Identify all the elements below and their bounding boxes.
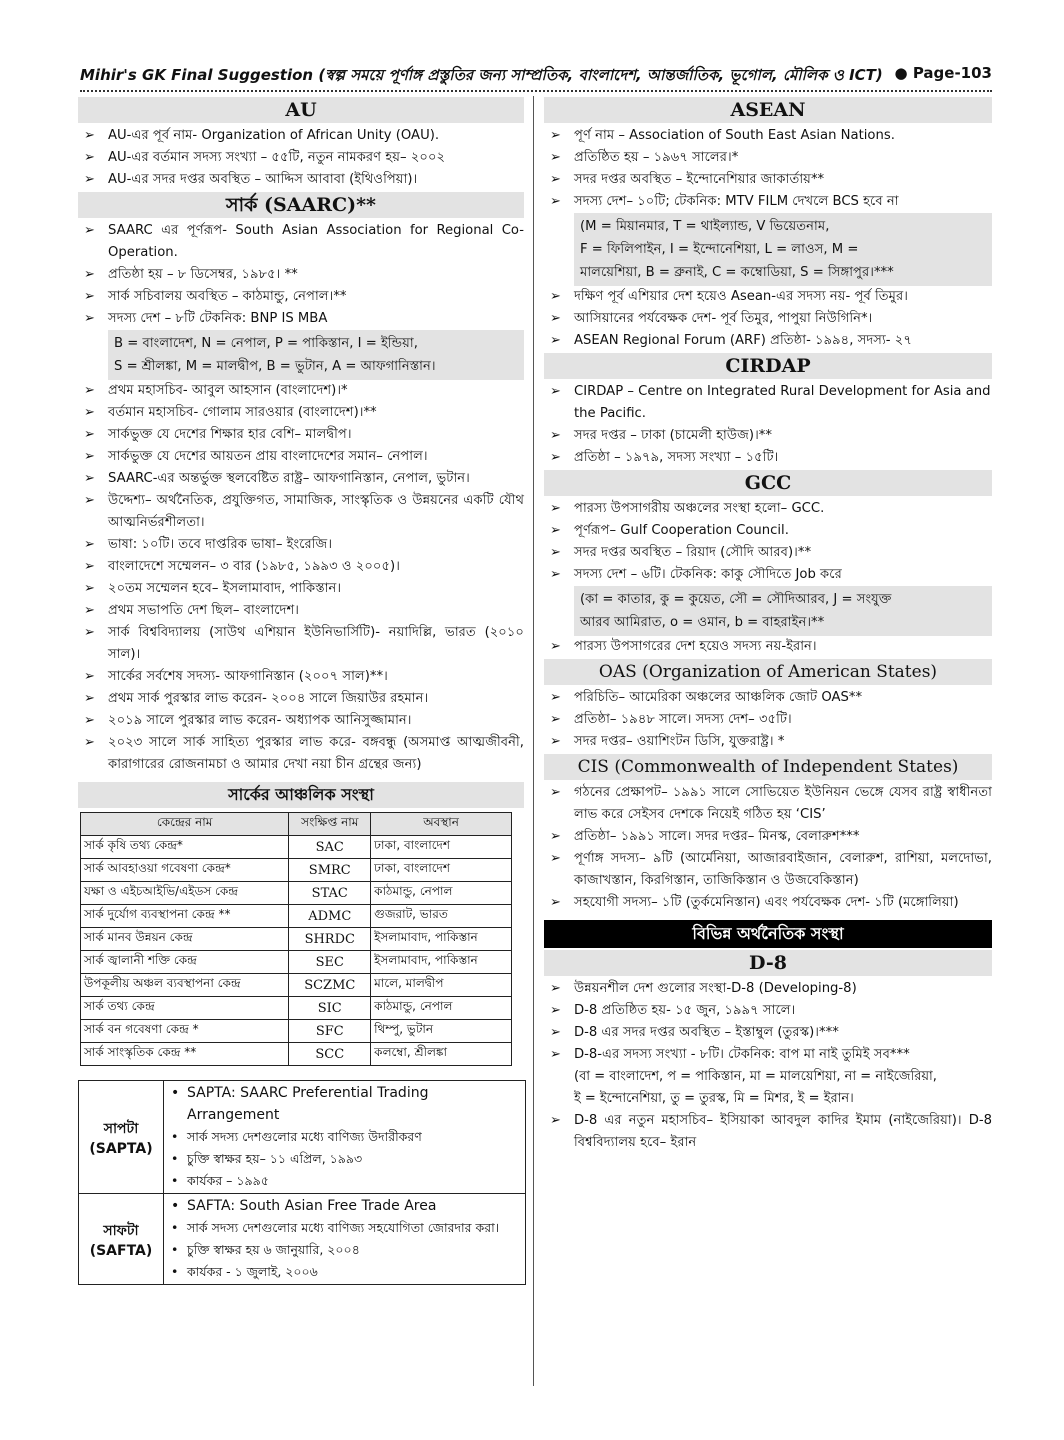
page-header bbox=[80, 64, 992, 92]
saarc-technique bbox=[108, 330, 524, 380]
label-line: (SAFTA) bbox=[89, 1243, 153, 1259]
label-line: সাফটা bbox=[103, 1223, 139, 1239]
technique-line: S = শ্রীলঙ্কা, M = মালদ্বীপ, B = ভুটান, A = আফগানিস্তান। bbox=[114, 359, 436, 374]
economic-heading: বিভিন্ন অর্থনৈতিক সংস্থা bbox=[544, 920, 992, 948]
cell: SEC bbox=[289, 951, 371, 974]
cis-list bbox=[544, 782, 992, 914]
list-item: ➢ বাংলাদেশে সম্মেলন– ৩ বার (১৯৮৫, ১৯৯৩ ও ২০০৫)। bbox=[78, 556, 524, 578]
table-row bbox=[81, 882, 512, 905]
gcc-list-b bbox=[544, 636, 992, 658]
cell: SMRC bbox=[289, 859, 371, 882]
table-row bbox=[81, 905, 512, 928]
cell: সার্ক আবহাওয়া গবেষণা কেন্দ্র* bbox=[81, 859, 289, 882]
list-item: ➢ ২০২৩ সালে সার্ক সাহিত্য পুরস্কার লাভ করে- বঙ্গবন্ধু (অসমাপ্ত আত্মজীবনী, কারাগারের রোজনামচা ও আমার দেখা নয়া চীন গ্রন্থের জন্য) bbox=[78, 732, 524, 776]
list-item: ➢ পূর্ণরূপ– Gulf Cooperation Council. bbox=[544, 520, 992, 542]
list-item: ➢ প্রথম সভাপতি দেশ ছিল– বাংলাদেশ। bbox=[78, 600, 524, 622]
list-item: ➢ উদ্দেশ্য– অর্থনৈতিক, প্রযুক্তিগত, সামাজিক, সাংস্কৃতিক ও উন্নয়নের একটি যৌথ আত্মনির্ভরশীলতা। bbox=[78, 490, 524, 534]
d8-technique bbox=[574, 1066, 992, 1110]
cell: মালে, মালদ্বীপ bbox=[371, 974, 512, 997]
regional-heading: সার্কের আঞ্চলিক সংস্থা bbox=[78, 782, 524, 808]
d8-heading: D-8 bbox=[544, 950, 992, 976]
sapta-row bbox=[79, 1081, 526, 1194]
list-item: ➢ সদর দপ্তর অবস্থিত – রিয়াদ (সৌদি আরব)।** bbox=[544, 542, 992, 564]
list-item: ➢ সদস্য দেশ – ৮টি টেকনিক: BNP IS MBA bbox=[78, 308, 524, 330]
cell: যক্ষা ও এইচআইভি/এইডস কেন্দ্র bbox=[81, 882, 289, 905]
list-item: ➢ সদর দপ্তর – ঢাকা (চামেলী হাউজ)।** bbox=[544, 425, 992, 447]
cell: ইসলামাবাদ, পাকিস্তান bbox=[371, 951, 512, 974]
cell: উপকূলীয় অঞ্চল ব্যবস্থাপনা কেন্দ্র bbox=[81, 974, 289, 997]
column-divider bbox=[533, 96, 534, 1386]
gcc-list-a bbox=[544, 498, 992, 586]
table-row bbox=[81, 951, 512, 974]
list-item: ➢ সার্কভুক্ত যে দেশের শিক্ষার হার বেশি– মালদ্বীপ। bbox=[78, 424, 524, 446]
technique-line: B = বাংলাদেশ, N = নেপাল, P = পাকিস্তান, I = ইন্ডিয়া, bbox=[114, 336, 418, 351]
list-item: ➢ সদস্য দেশ– ১০টি; টেকনিক: MTV FILM দেখলে BCS হবে না bbox=[544, 191, 992, 213]
label-line: সাপটা bbox=[103, 1121, 139, 1137]
list-item: ➢ আসিয়ানের পর্যবেক্ষক দেশ- পূর্ব তিমুর, পাপুয়া নিউগিনি*। bbox=[544, 308, 992, 330]
cell: সার্ক মানব উন্নয়ন কেন্দ্র bbox=[81, 928, 289, 951]
list-item: ➢ প্রতিষ্ঠা হয় – ৮ ডিসেম্বর, ১৯৮৫। ** bbox=[78, 264, 524, 286]
list-item: ➢ ভাষা: ১০টি। তবে দাপ্তরিক ভাষা– ইংরেজি। bbox=[78, 534, 524, 556]
cell: SCC bbox=[289, 1043, 371, 1066]
list-item: ➢ AU-এর বর্তমান সদস্য সংখ্যা – ৫৫টি, নতুন নামকরণ হয়– ২০০২ bbox=[78, 147, 524, 169]
au-heading: AU bbox=[78, 97, 524, 123]
cell: সার্ক সাংস্কৃতিক কেন্দ্র ** bbox=[81, 1043, 289, 1066]
cell: STAC bbox=[289, 882, 371, 905]
list-item: ➢ সদস্য দেশ – ৬টি। টেকনিক: কাকু সৌদিতে Job করে bbox=[544, 564, 992, 586]
cell: SHRDC bbox=[289, 928, 371, 951]
list-item: ➢ AU-এর সদর দপ্তর অবস্থিত – আদ্দিস আবাবা (ইথিওপিয়া)। bbox=[78, 169, 524, 191]
asean-list-a bbox=[544, 125, 992, 213]
list-item: • সার্ক সদস্য দেশগুলোর মধ্যে বাণিজ্য উদারীকরণ bbox=[165, 1126, 524, 1148]
list-item: ➢ SAARC-এর অন্তর্ভুক্ত স্থলবেষ্টিত রাষ্ট্র– আফগানিস্তান, নেপাল, ভুটান। bbox=[78, 468, 524, 490]
saarc-list-b bbox=[78, 380, 524, 776]
list-item: • কার্যকর - ১ জুলাই, ২০০৬ bbox=[165, 1261, 524, 1283]
saarc-heading: সার্ক (SAARC)** bbox=[78, 192, 524, 218]
table-row bbox=[81, 1020, 512, 1043]
list-item: ➢ প্রথম সার্ক পুরস্কার লাভ করেন- ২০০৪ সালে জিয়াউর রহমান। bbox=[78, 688, 524, 710]
cell: কাঠমান্ডু, নেপাল bbox=[371, 997, 512, 1020]
cirdap-list bbox=[544, 381, 992, 469]
right-column bbox=[544, 96, 992, 1154]
gcc-heading: GCC bbox=[544, 470, 992, 496]
list-item: • SAFTA: South Asian Free Trade Area bbox=[165, 1195, 524, 1217]
technique-line: (M = মিয়ানমার, T = থাইল্যান্ড, V ভিয়েতনাম, bbox=[580, 219, 830, 234]
cell: ঢাকা, বাংলাদেশ bbox=[371, 836, 512, 859]
list-item: ➢ প্রতিষ্ঠিত হয় – ১৯৬৭ সালের।* bbox=[544, 147, 992, 169]
cell: ঢাকা, বাংলাদেশ bbox=[371, 859, 512, 882]
cell: কাঠমান্ডু, নেপাল bbox=[371, 882, 512, 905]
cell: SFC bbox=[289, 1020, 371, 1043]
cell: সার্ক তথ্য কেন্দ্র bbox=[81, 997, 289, 1020]
list-item: • কার্যকর – ১৯৯৫ bbox=[165, 1170, 524, 1192]
oas-heading: OAS (Organization of American States) bbox=[544, 659, 992, 685]
safta-label bbox=[79, 1194, 164, 1285]
cell: গুজরাট, ভারত bbox=[371, 905, 512, 928]
sapta-label bbox=[79, 1081, 164, 1194]
sapta-items bbox=[164, 1081, 526, 1194]
table-row bbox=[81, 928, 512, 951]
cis-heading: CIS (Commonwealth of Independent States) bbox=[544, 754, 992, 780]
technique-line: মালয়েশিয়া, B = ব্রুনাই, C = কম্বোডিয়া, S = সিঙ্গাপুর।*** bbox=[580, 265, 894, 280]
list-item: ➢ সদর দপ্তর– ওয়াশিংটন ডিসি, যুক্তরাষ্ট্র। * bbox=[544, 731, 992, 753]
asean-list-b bbox=[544, 286, 992, 352]
list-item: ➢ CIRDAP – Centre on Integrated Rural Development for Asia and the Pacific. bbox=[544, 381, 992, 425]
table-row bbox=[81, 997, 512, 1020]
header-title: Mihir's GK Final Suggestion (স্বল্প সময়ে পূর্ণাঙ্গ প্রস্তুতির জন্য সাম্প্রতিক, বাংলাদেশ, আন্তর্জাতিক, ভূগোল, মৌলিক ও ICT) bbox=[80, 66, 883, 84]
table-header-row bbox=[81, 813, 512, 836]
list-item: • চুক্তি স্বাক্ষর হয়– ১১ এপ্রিল, ১৯৯৩ bbox=[165, 1148, 524, 1170]
d8-list-b bbox=[544, 1110, 992, 1154]
list-item: ➢ প্রতিষ্ঠা– ১৯৪৮ সালে। সদস্য দেশ– ৩৫টি। bbox=[544, 709, 992, 731]
col-header: অবস্থান bbox=[371, 813, 512, 836]
list-item: ➢ D-8 এর সদর দপ্তর অবস্থিত – ইস্তাম্বুল (তুরস্ক)।*** bbox=[544, 1022, 992, 1044]
list-item: ➢ প্রতিষ্ঠা – ১৯৭৯, সদস্য সংখ্যা – ১৫টি। bbox=[544, 447, 992, 469]
list-item: ➢ পূর্ণ নাম – Association of South East Asian Nations. bbox=[544, 125, 992, 147]
list-item: ➢ ২০তম সম্মেলন হবে– ইসলামাবাদ, পাকিস্তান। bbox=[78, 578, 524, 600]
technique-line: ই = ইন্দোনেশিয়া, তু = তুরস্ক, মি = মিশর, ই = ইরান। bbox=[574, 1091, 854, 1106]
asean-technique bbox=[574, 213, 992, 286]
cell: ADMC bbox=[289, 905, 371, 928]
cell: থিম্পু, ভুটান bbox=[371, 1020, 512, 1043]
cell: সার্ক বন গবেষণা কেন্দ্র * bbox=[81, 1020, 289, 1043]
d8-list-a bbox=[544, 978, 992, 1066]
saarc-list-a bbox=[78, 220, 524, 330]
table-row bbox=[81, 836, 512, 859]
list-item: ➢ D-8 প্রতিষ্ঠিত হয়- ১৫ জুন, ১৯৯৭ সালে। bbox=[544, 1000, 992, 1022]
table-row bbox=[81, 1043, 512, 1066]
cell: ইসলামাবাদ, পাকিস্তান bbox=[371, 928, 512, 951]
label-line: (SAPTA) bbox=[89, 1141, 153, 1157]
technique-line: আরব আমিরাত, o = ওমান, b = বাহরাইন।** bbox=[580, 615, 825, 630]
list-item: ➢ গঠনের প্রেক্ষাপট– ১৯৯১ সালে সোভিয়েত ইউনিয়ন ভেঙ্গে যেসব রাষ্ট্র স্বাধীনতা লাভ করে সেইসব দেশকে নিয়েই গঠিত হয় ‘CIS’ bbox=[544, 782, 992, 826]
au-list bbox=[78, 125, 524, 191]
list-item: ➢ সার্কভুক্ত যে দেশের আয়তন প্রায় বাংলাদেশের সমান– নেপাল। bbox=[78, 446, 524, 468]
list-item: ➢ ২০১৯ সালে পুরস্কার লাভ করেন- অধ্যাপক আনিসুজ্জামান। bbox=[78, 710, 524, 732]
safta-items bbox=[164, 1194, 526, 1285]
cirdap-heading: CIRDAP bbox=[544, 353, 992, 379]
list-item: ➢ প্রথম মহাসচিব- আবুল আহসান (বাংলাদেশ)।* bbox=[78, 380, 524, 402]
safta-row bbox=[79, 1194, 526, 1285]
oas-list bbox=[544, 687, 992, 753]
col-header: সংক্ষিপ্ত নাম bbox=[289, 813, 371, 836]
table-row bbox=[81, 974, 512, 997]
gcc-technique bbox=[574, 586, 992, 636]
technique-line: (কা = কাতার, কু = কুয়েত, সৌ = সৌদিআরব, J = সংযুক্ত bbox=[580, 592, 892, 607]
list-item: ➢ সহযোগী সদস্য– ১টি (তুর্কমেনিস্তান) এবং পর্যবেক্ষক দেশ- ১টি (মঙ্গোলিয়া) bbox=[544, 892, 992, 914]
list-item: ➢ পূর্ণাঙ্গ সদস্য– ৯টি (আর্মেনিয়া, আজারবাইজান, বেলারুশ, রাশিয়া, মলদোভা, কাজাখস্তান, কিরগিস্তান, তাজিকিস্তান ও উজবেকিস্তান) bbox=[544, 848, 992, 892]
list-item: ➢ দক্ষিণ পূর্ব এশিয়ার দেশ হয়েও Asean-এর সদস্য নয়- পূর্ব তিমুর। bbox=[544, 286, 992, 308]
cell: সার্ক দুর্যোগ ব্যবস্থাপনা কেন্দ্র ** bbox=[81, 905, 289, 928]
asean-heading: ASEAN bbox=[544, 97, 992, 123]
list-item: ➢ SAARC এর পূর্ণরূপ- South Asian Association for Regional Co-Operation. bbox=[78, 220, 524, 264]
list-item: ➢ সদর দপ্তর অবস্থিত – ইন্দোনেশিয়ার জাকার্তায়** bbox=[544, 169, 992, 191]
list-item: ➢ ASEAN Regional Forum (ARF) প্রতিষ্ঠা- ১৯৯৪, সদস্য- ২৭ bbox=[544, 330, 992, 352]
list-item: ➢ সার্ক বিশ্ববিদ্যালয় (সাউথ এশিয়ান ইউনিভার্সিটি)- নয়াদিল্লি, ভারত (২০১০ সাল)। bbox=[78, 622, 524, 666]
cell: SIC bbox=[289, 997, 371, 1020]
sapta-safta-table bbox=[78, 1080, 526, 1285]
technique-line: (বা = বাংলাদেশ, প = পাকিস্তান, মা = মালয়েশিয়া, না = নাইজেরিয়া, bbox=[574, 1069, 937, 1084]
table-row bbox=[81, 859, 512, 882]
list-item: ➢ পারস্য উপসাগরের দেশ হয়েও সদস্য নয়-ইরান। bbox=[544, 636, 992, 658]
cell: সার্ক জ্বালানী শক্তি কেন্দ্র bbox=[81, 951, 289, 974]
list-item: ➢ পরিচিতি– আমেরিকা অঞ্চলের আঞ্চলিক জোট OAS** bbox=[544, 687, 992, 709]
col-header: কেন্দ্রের নাম bbox=[81, 813, 289, 836]
cell: SCZMC bbox=[289, 974, 371, 997]
list-item: • চুক্তি স্বাক্ষর হয় ৬ জানুয়ারি, ২০০৪ bbox=[165, 1239, 524, 1261]
cell: SAC bbox=[289, 836, 371, 859]
list-item: • SAPTA: SAARC Preferential Trading Arrangement bbox=[165, 1082, 524, 1126]
page-number: ● Page-103 bbox=[894, 64, 992, 82]
list-item: ➢ প্রতিষ্ঠা– ১৯৯১ সালে। সদর দপ্তর– মিনস্ক, বেলারুশ*** bbox=[544, 826, 992, 848]
list-item: ➢ পারস্য উপসাগরীয় অঞ্চলের সংস্থা হলো– GCC. bbox=[544, 498, 992, 520]
regional-table bbox=[80, 812, 512, 1066]
list-item: ➢ বর্তমান মহাসচিব- গোলাম সারওয়ার (বাংলাদেশ)।** bbox=[78, 402, 524, 424]
left-column bbox=[78, 96, 524, 1285]
list-item: ➢ সার্কের সর্বশেষ সদস্য- আফগানিস্তান (২০০৭ সাল)**। bbox=[78, 666, 524, 688]
list-item: ➢ সার্ক সচিবালয় অবস্থিত – কাঠমান্ডু, নেপাল।** bbox=[78, 286, 524, 308]
technique-line: F = ফিলিপাইন, I = ইন্দোনেশিয়া, L = লাওস, M = bbox=[580, 242, 859, 257]
cell: সার্ক কৃষি তথ্য কেন্দ্র* bbox=[81, 836, 289, 859]
list-item: ➢ AU-এর পূর্ব নাম- Organization of African Unity (OAU). bbox=[78, 125, 524, 147]
list-item: ➢ D-8-এর সদস্য সংখ্যা - ৮টি। টেকনিক: বাপ মা নাই তুমিই সব*** bbox=[544, 1044, 992, 1066]
list-item: • সার্ক সদস্য দেশগুলোর মধ্যে বাণিজ্য সহযোগিতা জোরদার করা। bbox=[165, 1217, 524, 1239]
cell: কলম্বো, শ্রীলঙ্কা bbox=[371, 1043, 512, 1066]
list-item: ➢ D-8 এর নতুন মহাসচিব– ইসিয়াকা আবদুল কাদির ইমাম (নাইজেরিয়া)। D-8 বিশ্ববিদ্যালয় হবে– ইরান bbox=[544, 1110, 992, 1154]
list-item: ➢ উন্নয়নশীল দেশ গুলোর সংস্থা-D-8 (Developing-8) bbox=[544, 978, 992, 1000]
